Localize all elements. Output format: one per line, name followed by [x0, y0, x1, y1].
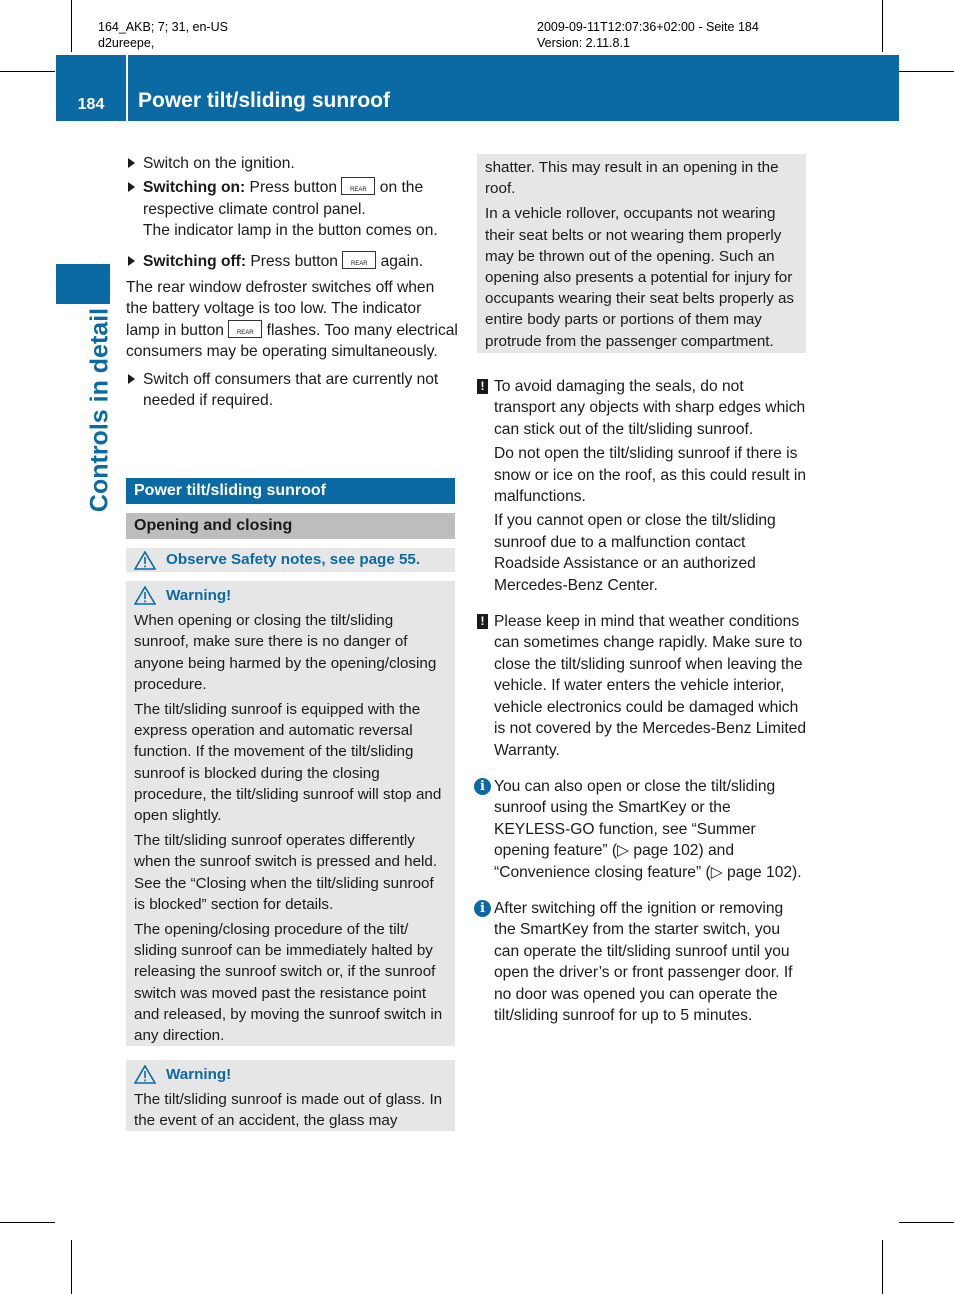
- step-text: Press button: [245, 179, 342, 197]
- warning-title-text: Warning!: [166, 1066, 232, 1083]
- safety-note-box: [126, 548, 455, 572]
- step-label: Switching on:: [143, 179, 246, 197]
- warning-paragraph: The tilt/sliding sunroof is made out of glass. In the event of an accident, the glass may: [134, 1091, 443, 1130]
- page-title: Power tilt/sliding sunroof: [138, 89, 390, 112]
- rear-defroster-button-icon: [341, 177, 375, 195]
- meta-line: d2ureepe,: [98, 36, 155, 50]
- page-header: [56, 55, 899, 121]
- step-text: on the respective climate control panel.: [143, 179, 424, 218]
- info-icon: i: [474, 900, 491, 917]
- crop-mark: [882, 0, 883, 52]
- print-meta-left: [98, 19, 228, 51]
- crop-mark: [882, 1240, 883, 1294]
- info-note: [477, 776, 809, 883]
- warning-paragraph: shatter. This may result in an opening in the roof.: [485, 159, 779, 198]
- paragraph-text: The rear window defroster switches off when the battery voltage is too low. The indicator lamp in button: [126, 279, 435, 339]
- step-text: again.: [376, 252, 424, 270]
- warning-box: [126, 581, 455, 1046]
- step-text: Press button: [246, 252, 343, 270]
- warning-triangle-icon: [134, 551, 156, 570]
- step-item: [126, 153, 458, 174]
- warning-box: [126, 1060, 455, 1131]
- meta-line: Version: 2.11.8.1: [537, 36, 630, 50]
- warning-title: [134, 1064, 447, 1085]
- step-text: Switch off consumers that are currently not needed if required.: [143, 370, 439, 410]
- body-paragraph: [126, 277, 458, 363]
- right-column: [477, 376, 809, 1029]
- print-meta-right: [537, 19, 759, 51]
- warning-paragraph: The opening/closing procedure of the tilt/ sliding sunroof can be immediately halted by releasing the sunroof switch or, if the sunroof switch was moved past the resistance point and released, by moving the sunroof switch in any direction.: [134, 921, 443, 1045]
- step-label: Switching off:: [143, 252, 247, 270]
- note-paragraph: If you cannot open or close the tilt/sliding sunroof due to a malfunction contact Roadside Assistance or an authorized Mercedes-Benz Center.: [494, 512, 776, 594]
- note-paragraph: Do not open the tilt/sliding sunroof if there is snow or ice on the roof, as this could result in malfunctions.: [494, 445, 807, 506]
- safety-note: [134, 548, 447, 572]
- note-paragraph: Please keep in mind that weather conditions can sometimes change rapidly. Make sure to close the tilt/sliding sunroof when leaving the vehicle. If water enters the vehicle interior, vehicle electronics could be damaged which is not covered by the Mercedes-Benz Limited Warranty.: [494, 613, 807, 759]
- warning-paragraph: In a vehicle rollover, occupants not wearing their seat belts or not wearing them properly may be thrown out of the opening. Such an opening also presents a potential for injury for occupants wearing their seat belts properly as entire body parts or portions of them may protrude from the passenger compartment.: [485, 205, 794, 350]
- crop-mark: [0, 71, 55, 72]
- exclamation-icon: !: [477, 379, 488, 394]
- warning-triangle-icon: [134, 586, 156, 605]
- rear-defroster-button-icon: [228, 320, 262, 338]
- warning-paragraph: When opening or closing the tilt/sliding sunroof, make sure there is no danger of anyone being harmed by the opening/closing procedure.: [134, 612, 437, 693]
- caution-note: [477, 611, 809, 761]
- crop-mark: [71, 1240, 72, 1294]
- info-note: [477, 898, 809, 1026]
- warning-triangle-icon: [134, 1065, 156, 1084]
- warning-title-text: Warning!: [166, 587, 232, 604]
- meta-line: 164_AKB; 7; 31, en-US: [98, 20, 228, 34]
- step-text: Switch on the ignition.: [143, 155, 295, 172]
- note-paragraph: After switching off the ignition or removing the SmartKey from the starter switch, you can operate the tilt/sliding sunroof until you open the driver’s or front passenger door. If no door was opened you can operate the tilt/sliding sunroof for up to 5 minutes.: [494, 899, 793, 1024]
- section-heading: Power tilt/sliding sunroof: [126, 478, 455, 504]
- safety-note-text: Observe Safety notes, see page 55.: [166, 551, 421, 568]
- subsection-heading: Opening and closing: [126, 513, 455, 539]
- warning-box-continued: [477, 154, 806, 353]
- step-result: The indicator lamp in the button comes on.: [143, 222, 438, 240]
- paragraph-text: flashes. Too many electrical consumers may be operating simultaneously.: [126, 321, 458, 361]
- step-item: [126, 251, 458, 272]
- left-column: [126, 153, 458, 411]
- side-tab-marker: [56, 264, 110, 304]
- step-item: [126, 369, 458, 412]
- meta-line: 2009-09-11T12:07:36+02:00 - Seite 184: [537, 20, 759, 34]
- note-paragraph: To avoid damaging the seals, do not transport any objects with sharp edges which can stick out of the tilt/sliding sunroof.: [494, 378, 806, 438]
- crop-mark: [0, 1222, 55, 1223]
- crop-mark: [899, 1222, 954, 1223]
- warning-title: [134, 585, 447, 606]
- caution-note: [477, 376, 809, 596]
- info-icon: i: [474, 778, 491, 795]
- crop-mark: [899, 71, 954, 72]
- warning-paragraph: The tilt/sliding sunroof operates differently when the sunroof switch is pressed and held. See the “Closing when the tilt/sliding sunroof is blocked” section for details.: [134, 832, 438, 913]
- header-divider: [126, 55, 128, 121]
- page-number: 184: [77, 96, 105, 113]
- step-item: [126, 177, 458, 241]
- note-paragraph: You can also open or close the tilt/sliding sunroof using the SmartKey or the KEYLESS-GO function, see “Summer opening feature” (▷ page 102) and “Convenience closing feature” (▷ page 102).: [494, 777, 802, 881]
- warning-paragraph: The tilt/sliding sunroof is equipped with the express operation and automatic reversal function. If the movement of the tilt/sliding sunroof is blocked during the closing procedure, the tilt/sliding sunroof will stop and open slightly.: [134, 701, 442, 825]
- side-chapter-label: Controls in detail: [85, 307, 114, 513]
- rear-defroster-button-icon: [342, 251, 376, 269]
- crop-mark: [71, 0, 72, 52]
- exclamation-icon: !: [477, 614, 488, 629]
